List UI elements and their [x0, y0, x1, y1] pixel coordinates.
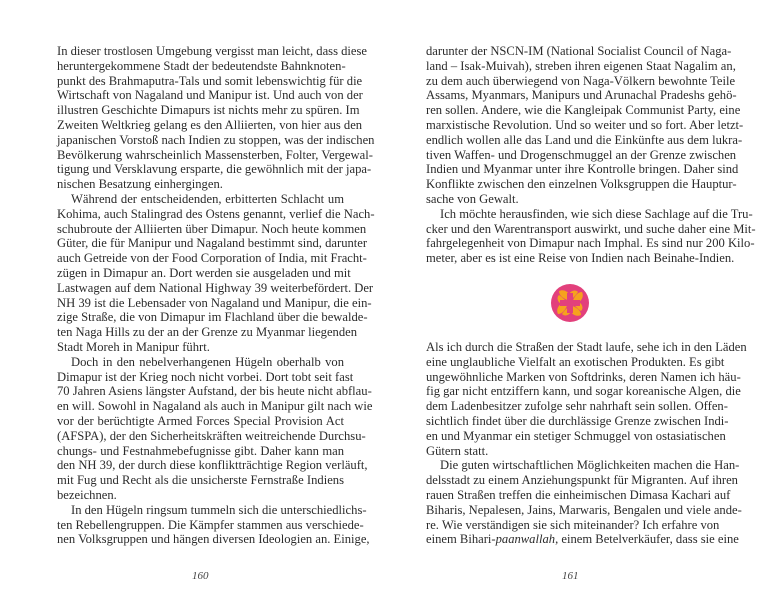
text-line: dem Ladenbesitzer zufolge sehr nahrhaft sein sollen. Offen-	[426, 399, 728, 414]
section-ornament	[426, 266, 713, 340]
page-number-left: 160	[192, 570, 209, 582]
text-line: Biharis, Nepalesen, Jains, Marwaris, Bengalen und viele ande-	[426, 502, 742, 517]
text-line: Ich möchte herausfinden, wie sich diese Sachlage auf die Tru-	[440, 206, 753, 221]
text-line: heruntergekommene Stadt der bedeutendste Bahnknoten-	[57, 58, 346, 73]
text-line: In dieser trostlosen Umgebung vergisst man leicht, dass diese	[57, 44, 368, 58]
text-line: punkt des Brahmaputra-Tals und somit lebenswichtig für die	[57, 73, 363, 88]
text-line: Stadt Moreh in Manipur führt.	[57, 339, 210, 354]
text-line: delsstadt zu einem Anziehungspunkt für Migranten. Auf ihren	[426, 473, 738, 488]
text-line: tiven Waffen- und Drogenschmuggel an der Grenze zwischen	[426, 147, 737, 162]
text-line: japanischen Vorstoß nach Indien zu stoppen, was der indischen	[57, 132, 375, 147]
text-line: Die guten wirtschaftlichen Möglichkeiten machen die Han-	[440, 458, 740, 473]
italic-term: paanwallah	[495, 532, 556, 547]
text-line: rauen Straßen treffen die einheimischen Dimasa Kachari auf	[426, 487, 731, 502]
text-line: auch Getreide von der Food Corporation of India, mit Fracht-	[57, 251, 367, 266]
text-line: Bevölkerung wahrscheinlich Massensterben, Folter, Vergewal-	[57, 147, 373, 162]
text-line: zige Straße, die von Dimapur im Flachland über die bewalde-	[57, 310, 368, 325]
text-line: illustren Geschichte Dimapurs ist nichts mehr zu spüren. Im	[57, 103, 360, 118]
text-line: Gütern statt.	[426, 443, 489, 458]
text-line: darunter der NSCN-IM (National Socialist Council of Naga-	[426, 44, 732, 58]
text-line: Zweiten Weltkrieg gelang es den Alliierten, von hier aus den	[57, 117, 363, 132]
text-line: nischen Besatzung einhergingen.	[57, 177, 223, 192]
text-line: Doch in den nebelverhangenen Hügeln oberhalb von	[71, 354, 344, 369]
text-line: Kohima, auch Stalingrad des Ostens genannt, verlief die Nach-	[57, 206, 375, 221]
text-line: NH 39 ist die Lebensader von Nagaland und Manipur, die ein-	[57, 295, 372, 310]
text-line: fig gar nicht entziffern kann, und sogar koreanische Algen, die	[426, 384, 741, 399]
text-line: Wirtschaft von Nagaland und Manipur ist. Und auch von der	[57, 88, 363, 103]
text-line: sache von Gewalt.	[426, 191, 519, 206]
text-line: mit Fug und Recht als die unsicherste Fernstraße Indiens	[57, 473, 344, 488]
text-line: vor der berüchtigte Armed Forces Special Provision Act	[57, 413, 344, 428]
text-line: ten Naga Hills zu der an der Grenze zu Myanmar liegenden	[57, 325, 358, 340]
text-line: en und Myanmar ein stetiger Schmuggel von ostasiatischen	[426, 428, 726, 443]
text-line: zügen in Dimapur an. Dort werden sie ausgeladen und mit	[57, 265, 351, 280]
text-line: ungewöhnliche Marken von Softdrinks, deren Namen ich häu-	[426, 369, 741, 384]
text-line: eine unglaubliche Vielfalt an exotischen Produkten. Es gibt	[426, 354, 725, 369]
text-line: endlich wollen alle das Land und die Einkünfte aus dem lukra-	[426, 132, 743, 147]
text-line: zu dem auch überwiegend von Naga-Völkern bewohnte Teile	[426, 73, 736, 88]
text-line: Güter, die für Manipur und Nagaland bestimmt sind, darunter	[57, 236, 368, 251]
text-line: meter, aber es ist eine Reise von Indien nach Beinahe-Indien.	[426, 251, 735, 266]
text-line: schubroute der Alliierten über Dimapur. Noch heute kommen	[57, 221, 367, 236]
text-segment: einem Bihari-	[426, 532, 496, 547]
left-page-text	[57, 44, 375, 547]
text-line: sichtlich findet über die durchlässige Grenze zwischen Indi-	[426, 413, 729, 428]
text-line	[426, 532, 739, 547]
text-line: re. Wie verständigen sie sich miteinander? Ich erfahre von	[426, 517, 720, 532]
text-segment: , einem Betelverkäufer, dass sie eine	[555, 532, 739, 547]
text-line: Während der entscheidenden, erbitterten Schlacht um	[71, 191, 344, 206]
flower-ornament-icon	[550, 283, 590, 323]
right-page-text	[426, 44, 756, 547]
text-line: In den Hügeln ringsum tummeln sich die unterschiedlichs-	[71, 502, 367, 517]
text-line: ren sollen. Andere, wie die Kangleipak Communist Party, eine	[426, 103, 741, 118]
text-line: 70 Jahren Asiens längster Aufstand, der bis heute nicht abflau-	[57, 384, 372, 399]
text-line: land – Isak-Muivah), streben ihren eigenen Staat Nagalim an,	[426, 58, 736, 73]
text-line: Assams, Myanmars, Manipurs und Arunachal Pradeshs gehö-	[426, 88, 737, 103]
text-line: en will. Sowohl in Nagaland als auch in Manipur gilt nach wie	[57, 399, 373, 414]
text-line: tigung und Versklavung ersparte, die gewöhnlich mit der japa-	[57, 162, 372, 177]
text-line: marxistische Revolution. Und so weiter und so fort. Aber letzt-	[426, 117, 744, 132]
text-line: Dimapur ist der Krieg noch nicht vorbei. Dort tobt seit fast	[57, 369, 354, 384]
text-line: fahrgelegenheit von Dimapur nach Imphal. Es sind nur 200 Kilo-	[426, 236, 755, 251]
text-line: Indien und Myanmar unter ihre Kontrolle bringen. Daher sind	[426, 162, 739, 177]
text-line: Lastwagen auf dem National Highway 39 weiterbefördert. Der	[57, 280, 374, 295]
text-line: nen Volksgruppen und hängen diversen Ideologien an. Einige,	[57, 532, 370, 547]
page-number-right: 161	[562, 570, 579, 582]
text-line: chungs- und Festnahmebefugnisse gibt. Daher kann man	[57, 443, 344, 458]
text-line: bezeichnen.	[57, 487, 117, 502]
text-line: cker und den Warentransport auswirkt, und suche daher eine Mit-	[426, 221, 756, 236]
text-line: ten Rebellengruppen. Die Kämpfer stammen aus verschiede-	[57, 517, 364, 532]
text-line: Konflikte zwischen den einzelnen Volksgruppen die Hauptur-	[426, 177, 737, 192]
text-line: Als ich durch die Straßen der Stadt laufe, sehe ich in den Läden	[426, 339, 747, 354]
text-line: (AFSPA), der den Sicherheitskräften weitreichende Durchsu-	[57, 428, 366, 443]
text-line: den NH 39, der durch diese konfliktträchtige Region verläuft,	[57, 458, 368, 473]
